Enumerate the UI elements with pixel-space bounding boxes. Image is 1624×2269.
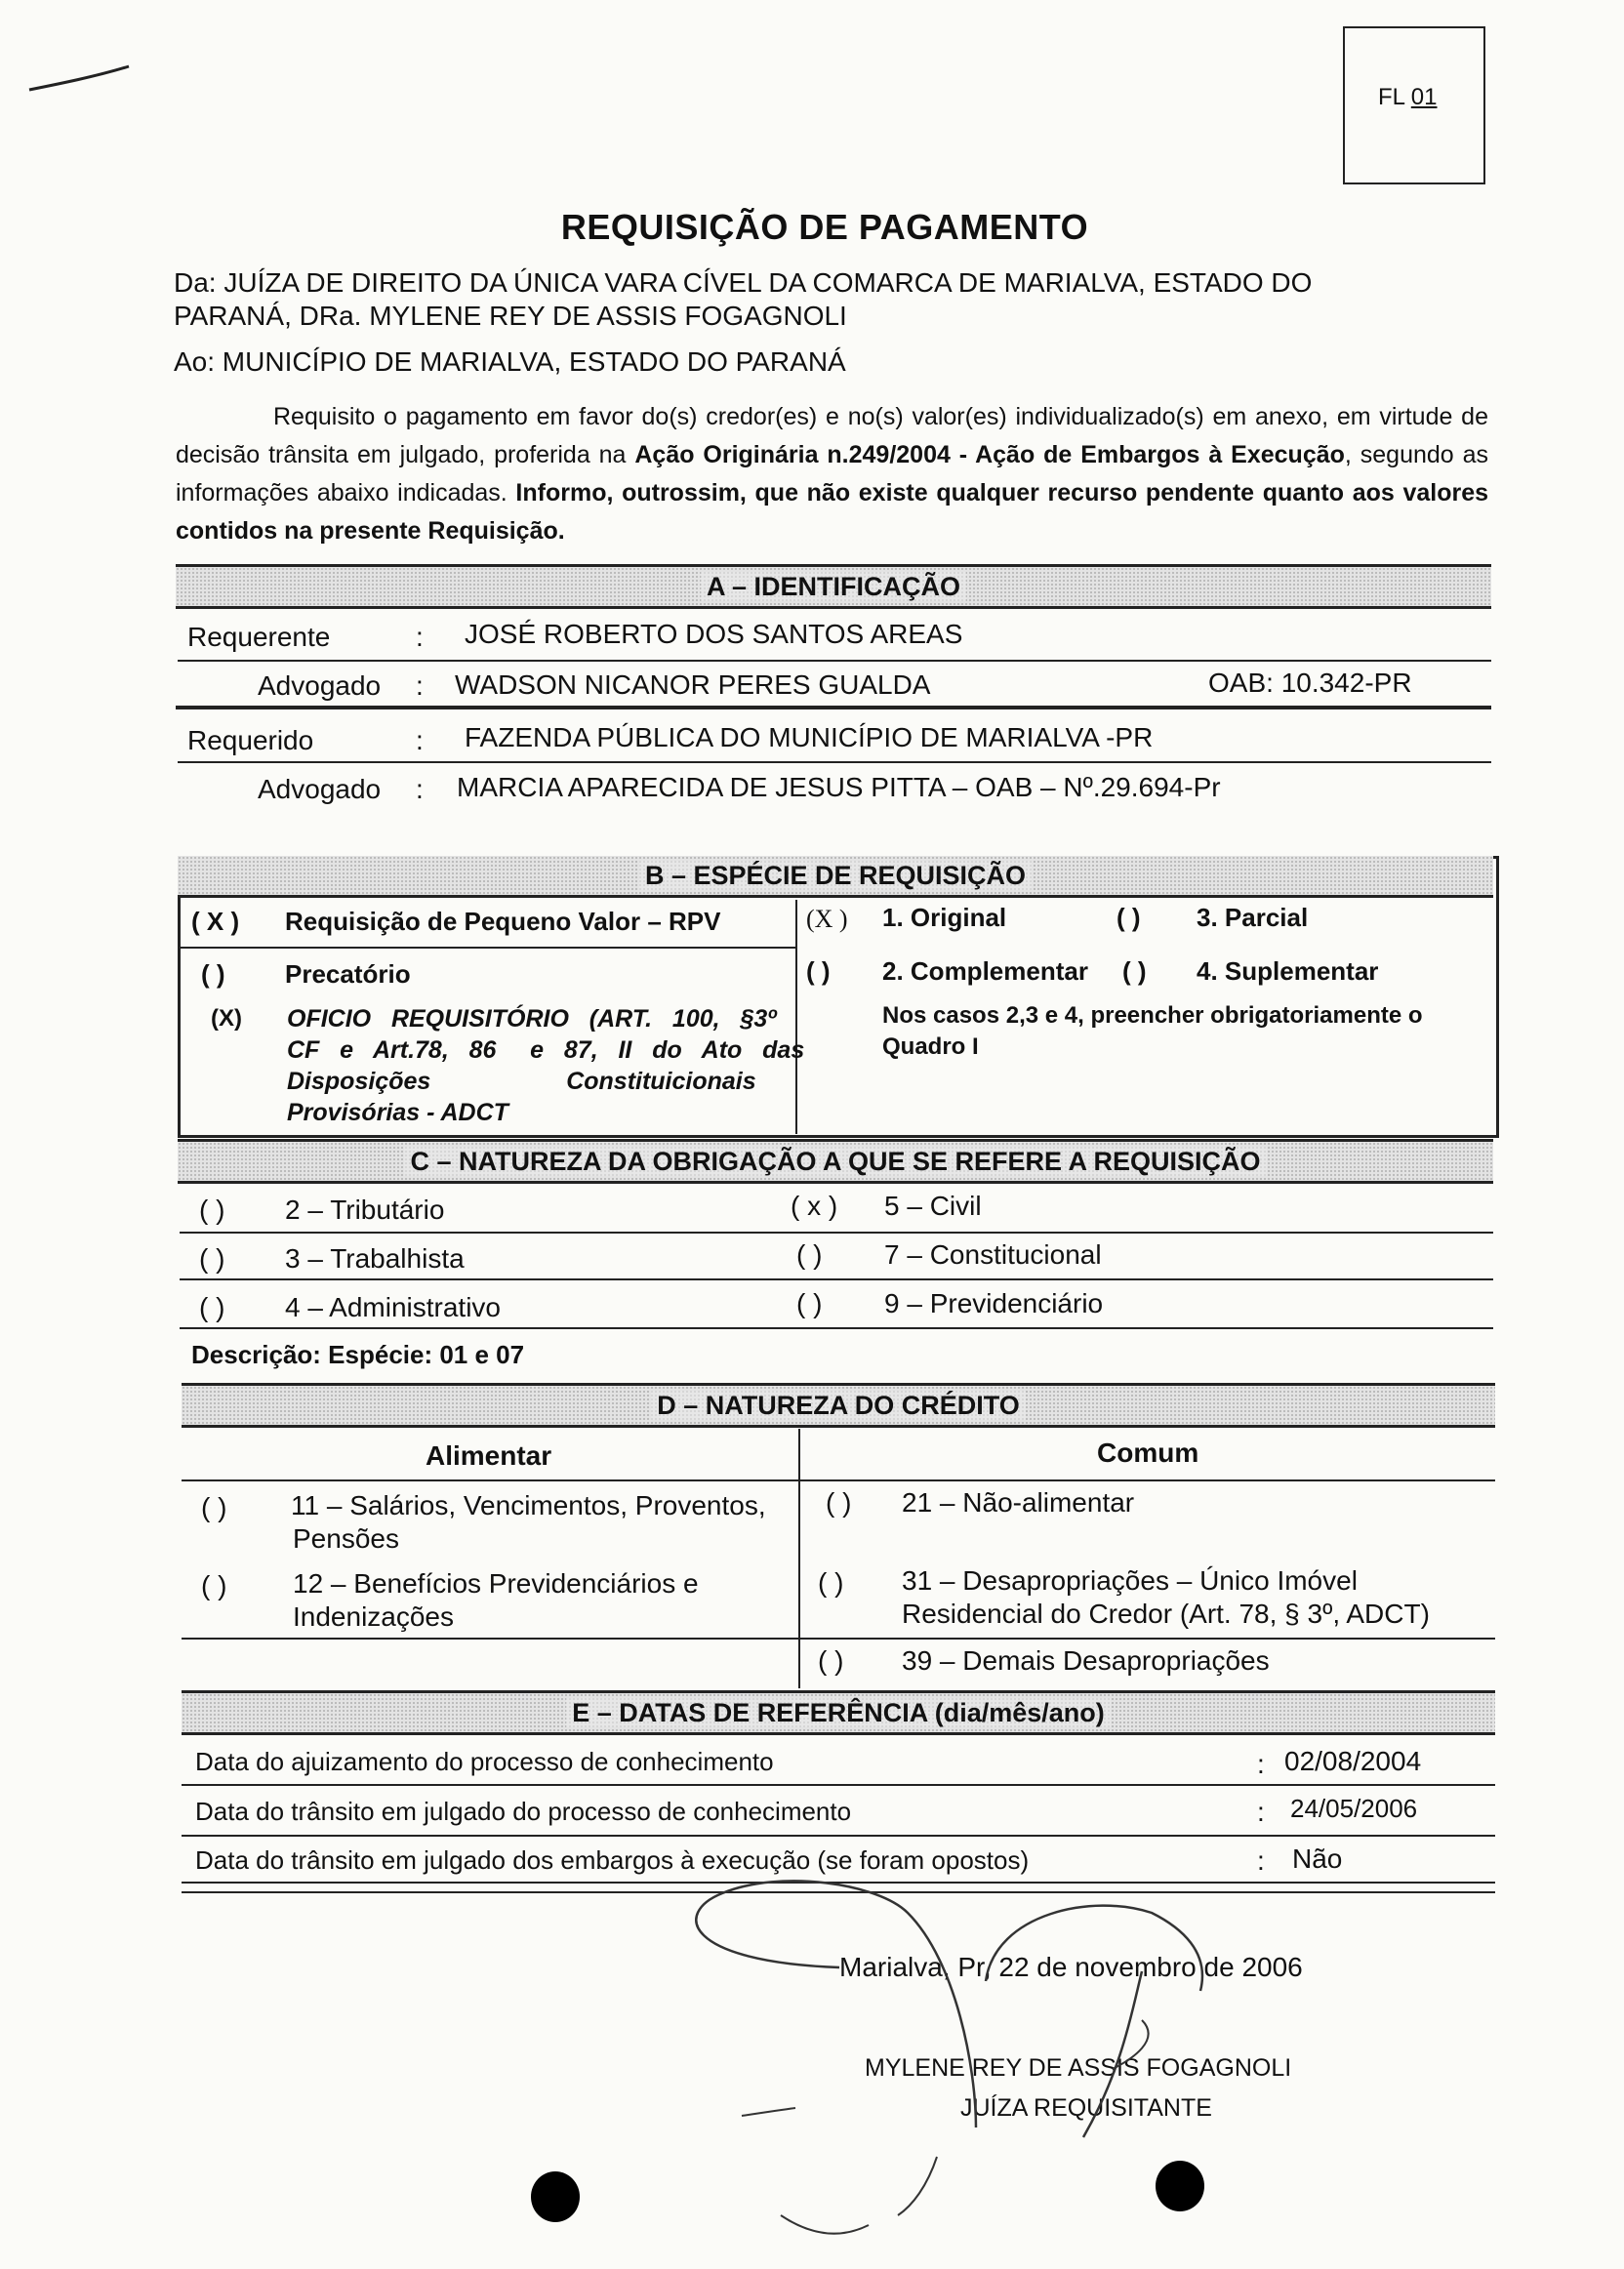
date-row-3-label: Data do trânsito em julgado dos embargos à execução (se foram opostos): [195, 1845, 1030, 1875]
item-31-line-1: 31 – Desapropriações – Único Imóvel: [902, 1565, 1358, 1596]
precatorio-checkbox[interactable]: ( ): [201, 959, 225, 989]
oficio-line-3: Disposições Constituicionais: [287, 1068, 756, 1095]
previdenciario-checkbox[interactable]: ( ): [796, 1288, 823, 1318]
note-line-2: Quadro I: [882, 1033, 979, 1060]
item-12-checkbox[interactable]: ( ): [201, 1570, 227, 1600]
advogado-1-colon: :: [416, 670, 424, 701]
date-row-3-colon: :: [1257, 1845, 1265, 1876]
date-row-2-value: 24/05/2006: [1290, 1794, 1418, 1823]
precatorio-label: Precatório: [285, 959, 411, 989]
tributario-label: 2 – Tributário: [285, 1195, 445, 1225]
date-row-1-value: 02/08/2004: [1284, 1746, 1422, 1776]
advogado-2-value: MARCIA APARECIDA DE JESUS PITTA – OAB – Nº.29.694-Pr: [457, 772, 1221, 802]
date-row-3-value: Não: [1292, 1844, 1343, 1874]
civil-label: 5 – Civil: [884, 1191, 982, 1221]
intro-statement: Informo, outrossim, que não existe qualquer recurso pendente quanto aos valores contidos na presente Requisição.: [176, 479, 1489, 545]
parcial-checkbox[interactable]: ( ): [1116, 903, 1141, 932]
administrativo-checkbox[interactable]: ( ): [199, 1292, 225, 1322]
note-line-1: Nos casos 2,3 e 4, preencher obrigatoriamente o: [882, 1002, 1423, 1029]
section-e-header-text: E – DATAS DE REFERÊNCIA (dia/mês/ano): [566, 1698, 1111, 1727]
place-date: Marialva, Pr, 22 de novembro de 2006: [839, 1952, 1303, 1982]
signer-title: JUÍZA REQUISITANTE: [960, 2094, 1212, 2122]
administrativo-label: 4 – Administrativo: [285, 1292, 501, 1322]
punch-hole-left: [531, 2171, 580, 2222]
item-11-checkbox[interactable]: ( ): [201, 1492, 227, 1522]
item-11-line-2: Pensões: [293, 1523, 399, 1554]
item-39-label: 39 – Demais Desapropriações: [902, 1645, 1270, 1676]
section-a-header-text: A – IDENTIFICAÇÃO: [701, 572, 966, 601]
requerido-value: FAZENDA PÚBLICA DO MUNICÍPIO DE MARIALVA -PR: [465, 722, 1154, 752]
constitucional-label: 7 – Constitucional: [884, 1239, 1102, 1270]
page-number-value: 01: [1410, 84, 1438, 110]
date-row-2-colon: :: [1257, 1797, 1265, 1827]
oficio-checkbox[interactable]: (X): [211, 1005, 242, 1032]
to-line: Ao: MUNICÍPIO DE MARIALVA, ESTADO DO PARANÁ: [174, 346, 846, 377]
intro-part-3: , segundo as informações abaixo indicadas.: [176, 441, 1488, 506]
section-d-header-text: D – NATUREZA DO CRÉDITO: [651, 1391, 1026, 1420]
civil-checkbox[interactable]: ( x ): [791, 1191, 838, 1221]
item-21-label: 21 – Não-alimentar: [902, 1487, 1135, 1518]
advogado-2-colon: :: [416, 774, 424, 804]
advogado-2-label: Advogado: [258, 774, 382, 804]
intro-action-ref: Ação Originária n.249/2004 - Ação de Embargos à Execução: [634, 441, 1345, 468]
alimentar-header: Alimentar: [426, 1440, 552, 1471]
complementar-label: 2. Complementar: [882, 956, 1088, 986]
signer-name: MYLENE REY DE ASSIS FOGAGNOLI: [865, 2054, 1292, 2082]
rpv-label: Requisição de Pequeno Valor – RPV: [285, 907, 721, 936]
item-12-line-2: Indenizações: [293, 1601, 455, 1632]
item-31-line-2: Residencial do Credor (Art. 78, § 3º, ADCT): [902, 1599, 1430, 1629]
punch-hole-right: [1156, 2161, 1204, 2211]
trabalhista-checkbox[interactable]: ( ): [199, 1243, 225, 1274]
requerente-value: JOSÉ ROBERTO DOS SANTOS AREAS: [465, 619, 963, 649]
item-31-checkbox[interactable]: ( ): [818, 1567, 844, 1598]
requerente-label: Requerente: [187, 622, 331, 652]
section-c-header-text: C – NATUREZA DA OBRIGAÇÃO A QUE SE REFERE A REQUISIÇÃO: [404, 1147, 1266, 1176]
trabalhista-label: 3 – Trabalhista: [285, 1243, 465, 1274]
original-checkbox[interactable]: (X ): [806, 905, 848, 933]
parcial-label: 3. Parcial: [1197, 903, 1309, 932]
constitucional-checkbox[interactable]: ( ): [796, 1239, 823, 1270]
page-number-prefix: FL: [1378, 84, 1405, 110]
suplementar-checkbox[interactable]: ( ): [1122, 956, 1147, 986]
date-row-2-label: Data do trânsito em julgado do processo de conhecimento: [195, 1797, 852, 1826]
rpv-checkbox[interactable]: ( X ): [191, 907, 240, 936]
requerido-label: Requerido: [187, 725, 314, 755]
oab-1: OAB: 10.342-PR: [1208, 668, 1412, 698]
advogado-1-value: WADSON NICANOR PERES GUALDA: [455, 669, 931, 700]
previdenciario-label: 9 – Previdenciário: [884, 1288, 1104, 1318]
document-title: REQUISIÇÃO DE PAGAMENTO: [560, 207, 1089, 247]
suplementar-label: 4. Suplementar: [1197, 956, 1379, 986]
date-row-1-label: Data do ajuizamento do processo de conhecimento: [195, 1747, 774, 1776]
item-11-line-1: 11 – Salários, Vencimentos, Proventos,: [291, 1490, 766, 1520]
from-line-1: Da: JUÍZA DE DIREITO DA ÚNICA VARA CÍVEL DA COMARCA DE MARIALVA, ESTADO DO: [174, 267, 1313, 298]
requerente-colon: :: [416, 622, 424, 652]
tributario-checkbox[interactable]: ( ): [199, 1195, 225, 1225]
date-row-1-colon: :: [1257, 1749, 1265, 1779]
advogado-1-label: Advogado: [258, 670, 382, 701]
oficio-line-1: OFICIO REQUISITÓRIO (ART. 100, §3º: [287, 1005, 777, 1033]
comum-header: Comum: [1097, 1438, 1199, 1468]
oficio-line-4: Provisórias - ADCT: [287, 1099, 508, 1126]
from-line-2: PARANÁ, DRa. MYLENE REY DE ASSIS FOGAGNOLI: [174, 301, 847, 331]
complementar-checkbox[interactable]: ( ): [806, 956, 831, 986]
oficio-line-2: CF e Art.78, 86 e 87, II do Ato das: [287, 1036, 805, 1064]
section-b-header-text: B – ESPÉCIE DE REQUISIÇÃO: [639, 861, 1032, 890]
intro-part-1: Requisito o pagamento em favor do(s) credor(es) e no(s) valor(es) individualizado(s) em anexo, em virtude de decisão trânsita em julgado, proferida na: [176, 403, 1488, 468]
original-label: 1. Original: [882, 903, 1007, 932]
item-21-checkbox[interactable]: ( ): [826, 1487, 852, 1518]
requerido-colon: :: [416, 725, 424, 755]
descricao: Descrição: Espécie: 01 e 07: [191, 1340, 525, 1369]
item-39-checkbox[interactable]: ( ): [818, 1645, 844, 1676]
item-12-line-1: 12 – Benefícios Previdenciários e: [293, 1568, 699, 1599]
